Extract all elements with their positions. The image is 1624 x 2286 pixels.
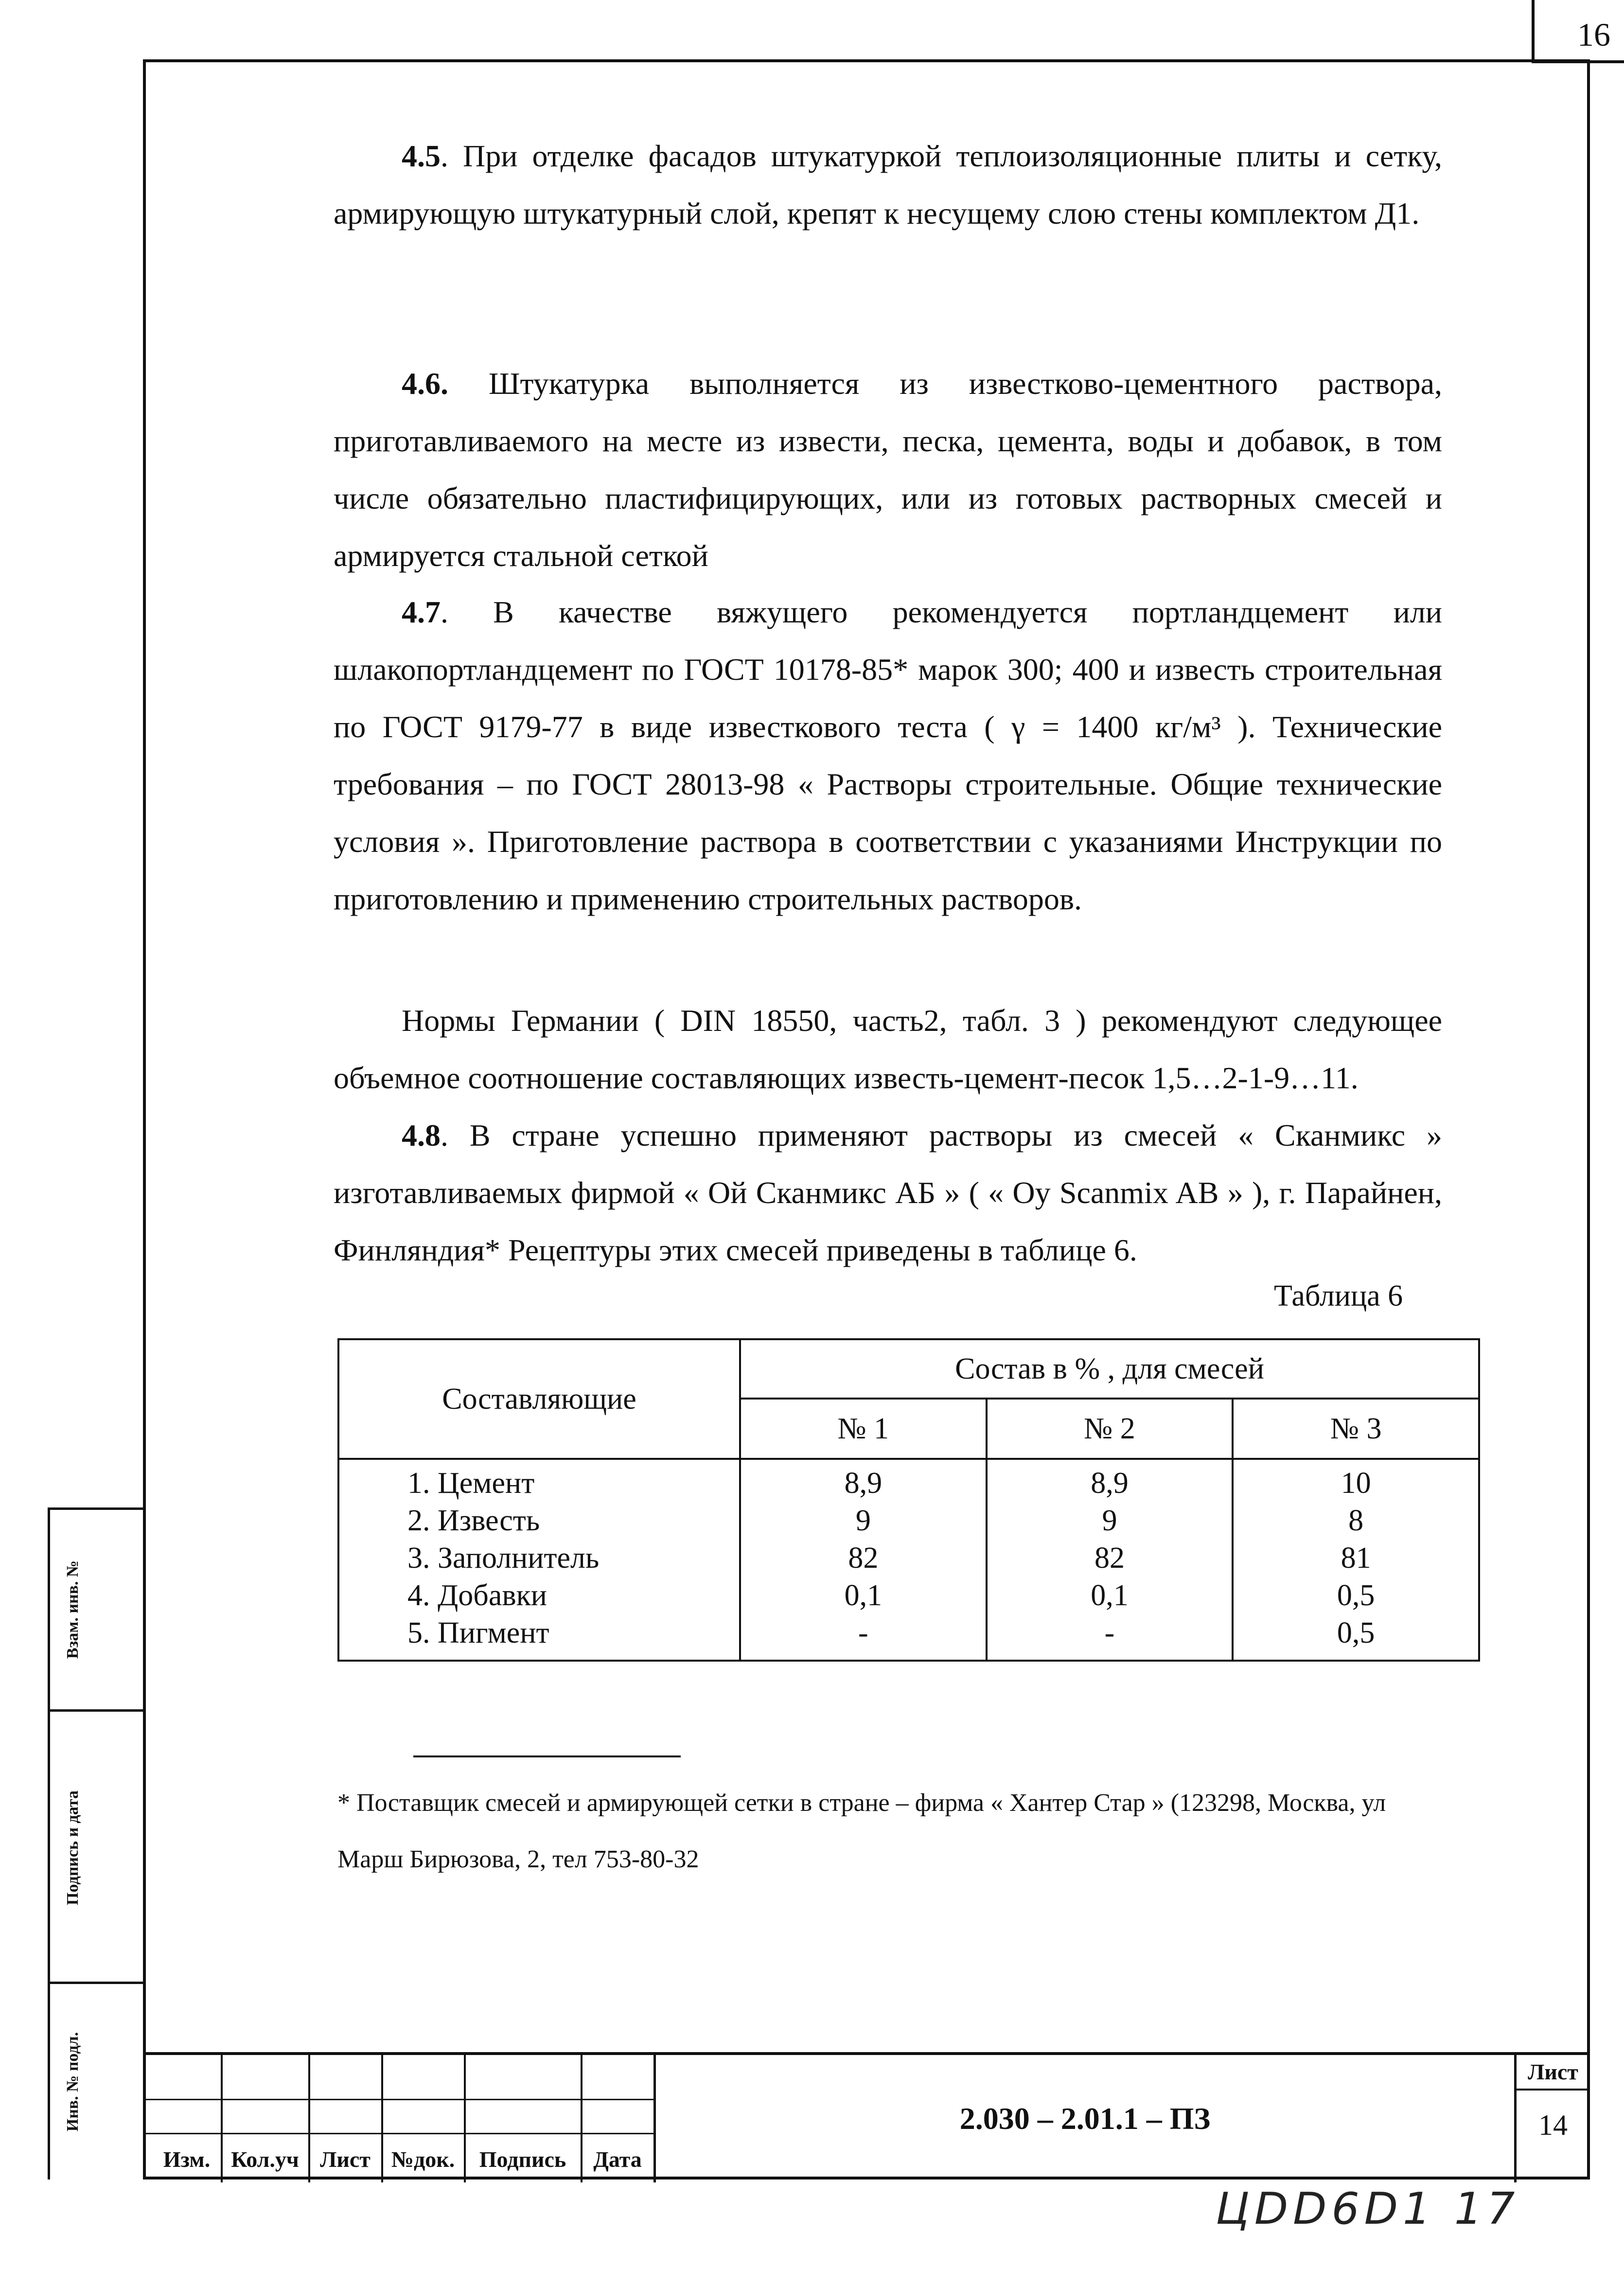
paragraph-4-5: 4.5. При отделке фасадов штукатуркой теплоизоляционные плиты и сетку, армирующую штукатурный слой, крепят к несущему слою стены комплектом Д1. xyxy=(334,139,1442,230)
component-item: 4. Добавки xyxy=(407,1579,547,1612)
handwritten-archive-number: ЦDD6D1 17 xyxy=(1216,2183,1520,2234)
paragraph-din: Нормы Германии ( DIN 18550, часть2, табл. 3 ) рекомендуют следующее объемное соотношение составляющих известь-цемент-песок 1,5…2-1-9…11. xyxy=(334,1003,1442,1095)
title-block-row-line xyxy=(143,2133,653,2134)
value-cell: 8,9 xyxy=(1091,1467,1129,1500)
value-cell: 0,1 xyxy=(1091,1579,1129,1612)
corner-page-tab xyxy=(1532,0,1624,63)
value-cell: 8,9 xyxy=(844,1467,883,1500)
title-block xyxy=(143,2052,1590,2180)
side-label-2: Подпись и дата xyxy=(64,1790,82,1905)
value-cell: 8 xyxy=(1348,1504,1364,1537)
title-block-row-line xyxy=(143,2099,653,2100)
clause-number: 4.6. xyxy=(402,366,448,401)
footnote: * Поставщик смесей и армирующей сетки в стране – фирма « Хантер Стар » (123298, Москва, ул Марш Бирюзова, 2, тел 753-80-32 xyxy=(337,1789,1386,1873)
value-cell: 9 xyxy=(855,1504,871,1537)
clause-number: 4.7 xyxy=(402,595,441,629)
value-cell: 0,1 xyxy=(844,1579,883,1612)
side-label-3: Инв. № подл. xyxy=(64,2032,82,2132)
title-block-label-qty: Кол.уч xyxy=(231,2147,299,2172)
footnote-divider xyxy=(413,1755,681,1757)
component-item: 1. Цемент xyxy=(407,1467,535,1500)
value-cell: 81 xyxy=(1341,1542,1371,1575)
value-cell: 0,5 xyxy=(1337,1579,1375,1612)
title-block-label-change: Изм. xyxy=(163,2147,211,2172)
value-cell: 0,5 xyxy=(1337,1616,1375,1649)
paragraph-4-6: 4.6. Штукатурка выполняется из известково-цементного раствора, приготавливаемого на месте из извести, песка, цемента, воды и добавок, в том числе обязательно пластифицирующих, или из готовых растворных смесей и армируется стальной сеткой xyxy=(334,366,1442,573)
header-mix-2: № 2 xyxy=(987,1399,1233,1459)
value-cell: 82 xyxy=(1094,1542,1125,1575)
table-caption: Таблица 6 xyxy=(1274,1279,1403,1312)
clause-number: 4.8 xyxy=(402,1118,441,1152)
component-item: 3. Заполнитель xyxy=(407,1542,600,1575)
mix-composition-table xyxy=(337,1338,1480,1662)
header-composition: Состав в % , для смесей xyxy=(740,1339,1479,1399)
title-block-label-docnum: №док. xyxy=(391,2147,455,2172)
title-block-label-sheet: Лист xyxy=(320,2147,371,2172)
sheet-number: 14 xyxy=(1538,2109,1568,2141)
paragraph-4-8: 4.8. В стране успешно применяют растворы из смесей « Сканмикс » изготавливаемых фирмой « Ой Сканмикс АБ » ( « Oy Scanmix AB » ), г. Парайнен, Финляндия* Рецептуры этих смесей приведены в таблице 6. xyxy=(334,1118,1442,1267)
component-item: 2. Известь xyxy=(407,1504,540,1537)
value-cell: - xyxy=(1104,1616,1115,1649)
header-mix-1: № 1 xyxy=(740,1399,987,1459)
document-code: 2.030 – 2.01.1 – ПЗ xyxy=(653,2055,1514,2182)
mix-3-values xyxy=(1233,1459,1479,1661)
sheet-box xyxy=(1514,2055,1590,2182)
side-label-1: Взам. инв. № xyxy=(64,1560,82,1659)
title-block-label-signature: Подпись xyxy=(479,2147,566,2172)
components-cell xyxy=(338,1459,740,1661)
paragraph-4-7: 4.7. В качестве вяжущего рекомендуется портландцемент или шлакопортландцемент по ГОСТ 10178-85* марок 300; 400 и известь строительная по ГОСТ 9179-77 в виде известкового теста ( γ = 1400 кг/м³ ). Технические требования – по ГОСТ 28013-98 « Растворы строительные. Общие технические условия ». Приготовление раствора в соответствии с указаниями Инструкции по приготовлению и применению строительных растворов. xyxy=(334,595,1442,916)
component-item: 5. Пигмент xyxy=(407,1616,549,1649)
clause-number: 4.5 xyxy=(402,139,441,173)
value-cell: 9 xyxy=(1102,1504,1117,1537)
mix-2-values xyxy=(987,1459,1233,1661)
value-cell: 82 xyxy=(848,1542,879,1575)
title-block-label-date: Дата xyxy=(593,2147,642,2172)
table-row xyxy=(338,1459,1479,1661)
corner-page-number: 16 xyxy=(1577,16,1610,53)
sheet-label: Лист xyxy=(1517,2059,1589,2091)
value-cell: 10 xyxy=(1341,1467,1371,1500)
mix-1-values xyxy=(740,1459,987,1661)
header-mix-3: № 3 xyxy=(1233,1399,1479,1459)
header-components: Составляющие xyxy=(338,1339,740,1459)
value-cell: - xyxy=(858,1616,868,1649)
